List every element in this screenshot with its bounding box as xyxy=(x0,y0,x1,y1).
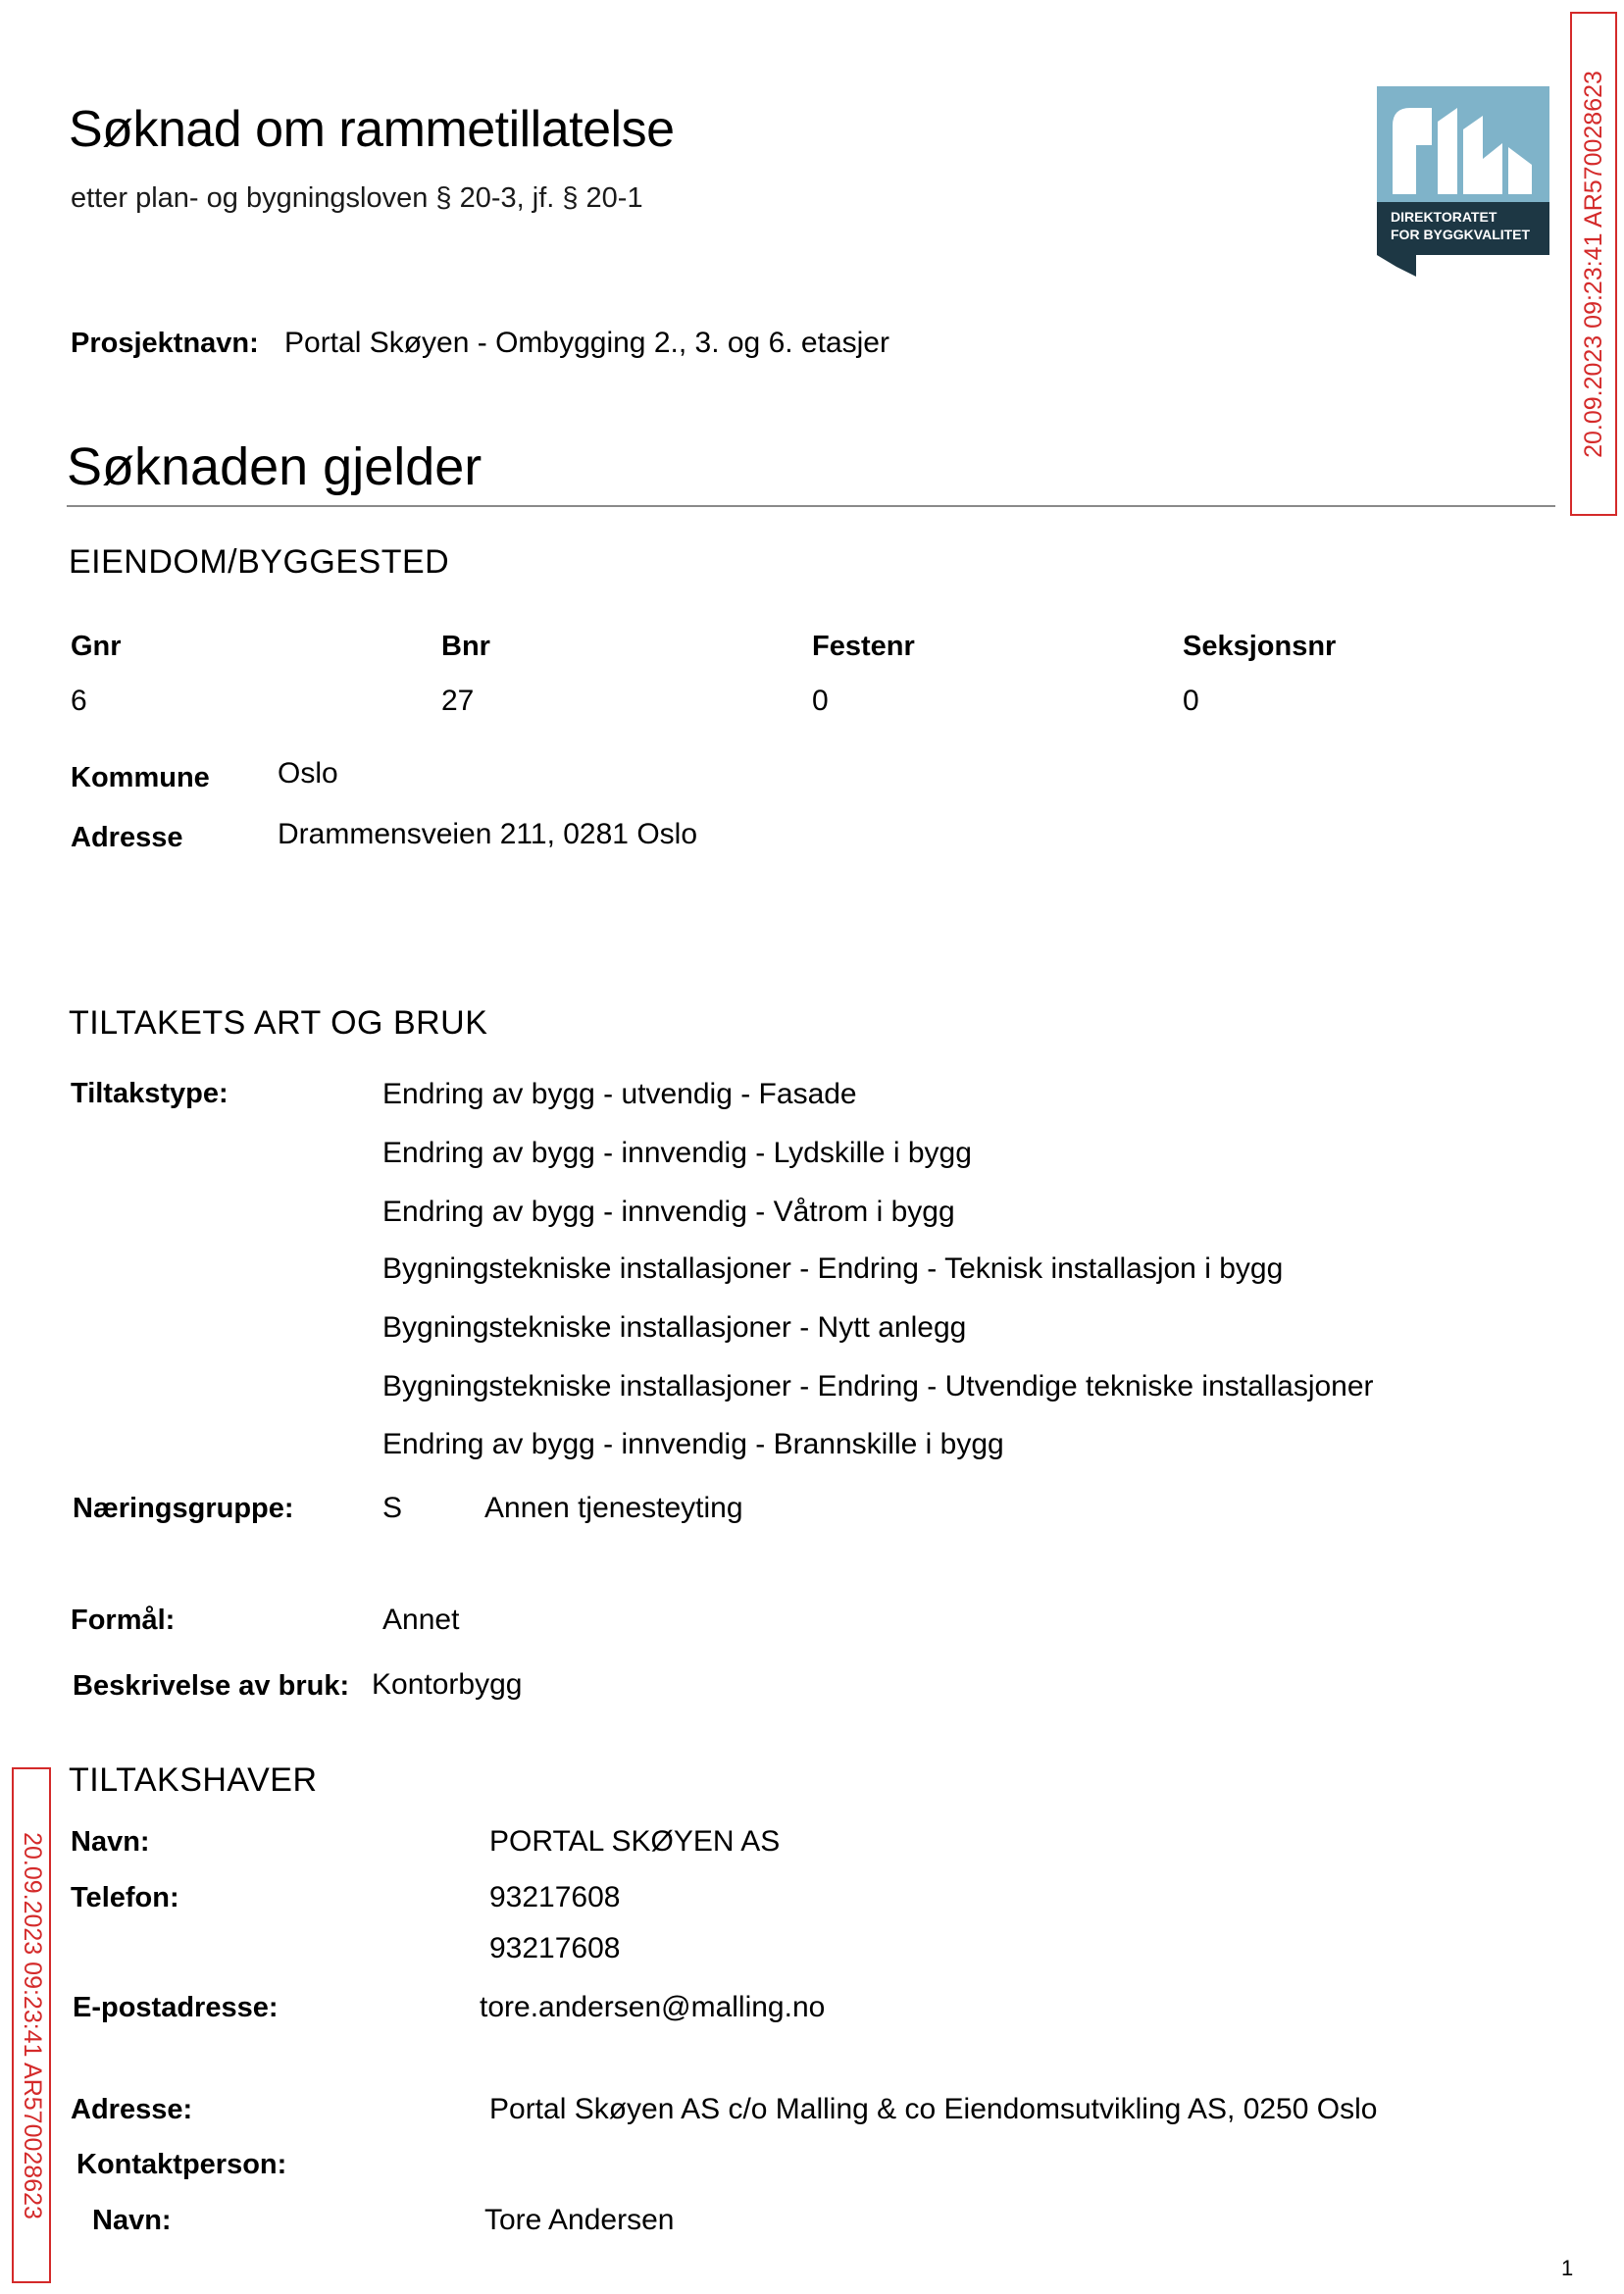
project-value: Portal Skøyen - Ombygging 2., 3. og 6. etasjer xyxy=(284,327,889,359)
naeringsgruppe-code: S xyxy=(382,1492,403,1524)
kontaktperson-label: Kontaktperson: xyxy=(76,2149,287,2180)
seksjonsnr-value: 0 xyxy=(1183,685,1199,717)
telefon-value: 93217608 xyxy=(489,1881,621,1913)
telefon-value-2: 93217608 xyxy=(489,1932,621,1964)
tiltakshaver-navn-value: PORTAL SKØYEN AS xyxy=(489,1825,781,1858)
section-heading: Søknaden gjelder xyxy=(67,437,482,496)
tiltakstype-item: Bygningstekniske installasjoner - Endring - Teknisk installasjon i bygg xyxy=(382,1252,1284,1285)
kommune-label: Kommune xyxy=(71,762,210,793)
dibk-logo-icon xyxy=(1377,86,1549,277)
page-number: 1 xyxy=(1561,2256,1574,2280)
tiltakstype-item: Endring av bygg - innvendig - Lydskille i bygg xyxy=(382,1137,972,1169)
epost-value: tore.andersen@malling.no xyxy=(480,1991,826,2023)
seksjonsnr-label: Seksjonsnr xyxy=(1183,631,1337,662)
tiltakstype-item: Endring av bygg - innvendig - Brannskille i bygg xyxy=(382,1428,1004,1460)
kontaktperson-navn-label: Navn: xyxy=(92,2205,172,2236)
naeringsgruppe-value: Annen tjenesteyting xyxy=(484,1492,743,1524)
beskrivelse-bruk-label: Beskrivelse av bruk: xyxy=(73,1670,350,1702)
project-label: Prosjektnavn: xyxy=(71,328,259,359)
adresse-value: Drammensveien 211, 0281 Oslo xyxy=(278,818,697,850)
kommune-value: Oslo xyxy=(278,757,338,790)
dibk-logo xyxy=(1377,86,1549,277)
document-subtitle: etter plan- og bygningsloven § 20-3, jf. § 20-1 xyxy=(71,182,643,214)
tiltakstype-item: Bygningstekniske installasjoner - Endring - Utvendige tekniske installasjoner xyxy=(382,1370,1374,1402)
naeringsgruppe-label: Næringsgruppe: xyxy=(73,1493,294,1524)
bnr-value: 27 xyxy=(441,685,475,717)
gnr-label: Gnr xyxy=(71,631,122,662)
tiltakshaver-heading: TILTAKSHAVER xyxy=(69,1761,318,1799)
tiltakshaver-adresse-value: Portal Skøyen AS c/o Malling & co Eiendomsutvikling AS, 0250 Oslo xyxy=(489,2093,1378,2125)
gnr-value: 6 xyxy=(71,685,87,717)
formal-label: Formål: xyxy=(71,1605,176,1636)
svg-text:FOR BYGGKVALITET: FOR BYGGKVALITET xyxy=(1391,227,1531,242)
tiltakstype-item: Endring av bygg - innvendig - Våtrom i bygg xyxy=(382,1196,955,1228)
timestamp-stamp-bottom: 20.09.2023 09:23:41 AR570028623 xyxy=(12,1767,51,2283)
tiltakshaver-adresse-label: Adresse: xyxy=(71,2094,193,2125)
document-title: Søknad om rammetillatelse xyxy=(69,101,675,158)
tiltakstype-label: Tiltakstype: xyxy=(71,1078,228,1109)
kontaktperson-navn-value: Tore Andersen xyxy=(484,2204,675,2236)
festenr-label: Festenr xyxy=(812,631,915,662)
bnr-label: Bnr xyxy=(441,631,490,662)
epost-label: E-postadresse: xyxy=(73,1992,279,2023)
svg-text:DIREKTORATET: DIREKTORATET xyxy=(1391,209,1497,225)
beskrivelse-bruk-value: Kontorbygg xyxy=(372,1668,523,1701)
formal-value: Annet xyxy=(382,1604,460,1636)
adresse-label: Adresse xyxy=(71,822,183,853)
tiltakstype-item: Bygningstekniske installasjoner - Nytt anlegg xyxy=(382,1311,967,1344)
tiltak-heading: TILTAKETS ART OG BRUK xyxy=(69,1004,488,1042)
property-heading: EIENDOM/BYGGESTED xyxy=(69,543,450,581)
festenr-value: 0 xyxy=(812,685,829,717)
tiltakstype-item: Endring av bygg - utvendig - Fasade xyxy=(382,1078,857,1110)
section-divider xyxy=(67,505,1555,507)
tiltakshaver-navn-label: Navn: xyxy=(71,1826,150,1858)
telefon-label: Telefon: xyxy=(71,1882,179,1913)
timestamp-stamp-top: 20.09.2023 09:23:41 AR570028623 xyxy=(1570,12,1617,516)
